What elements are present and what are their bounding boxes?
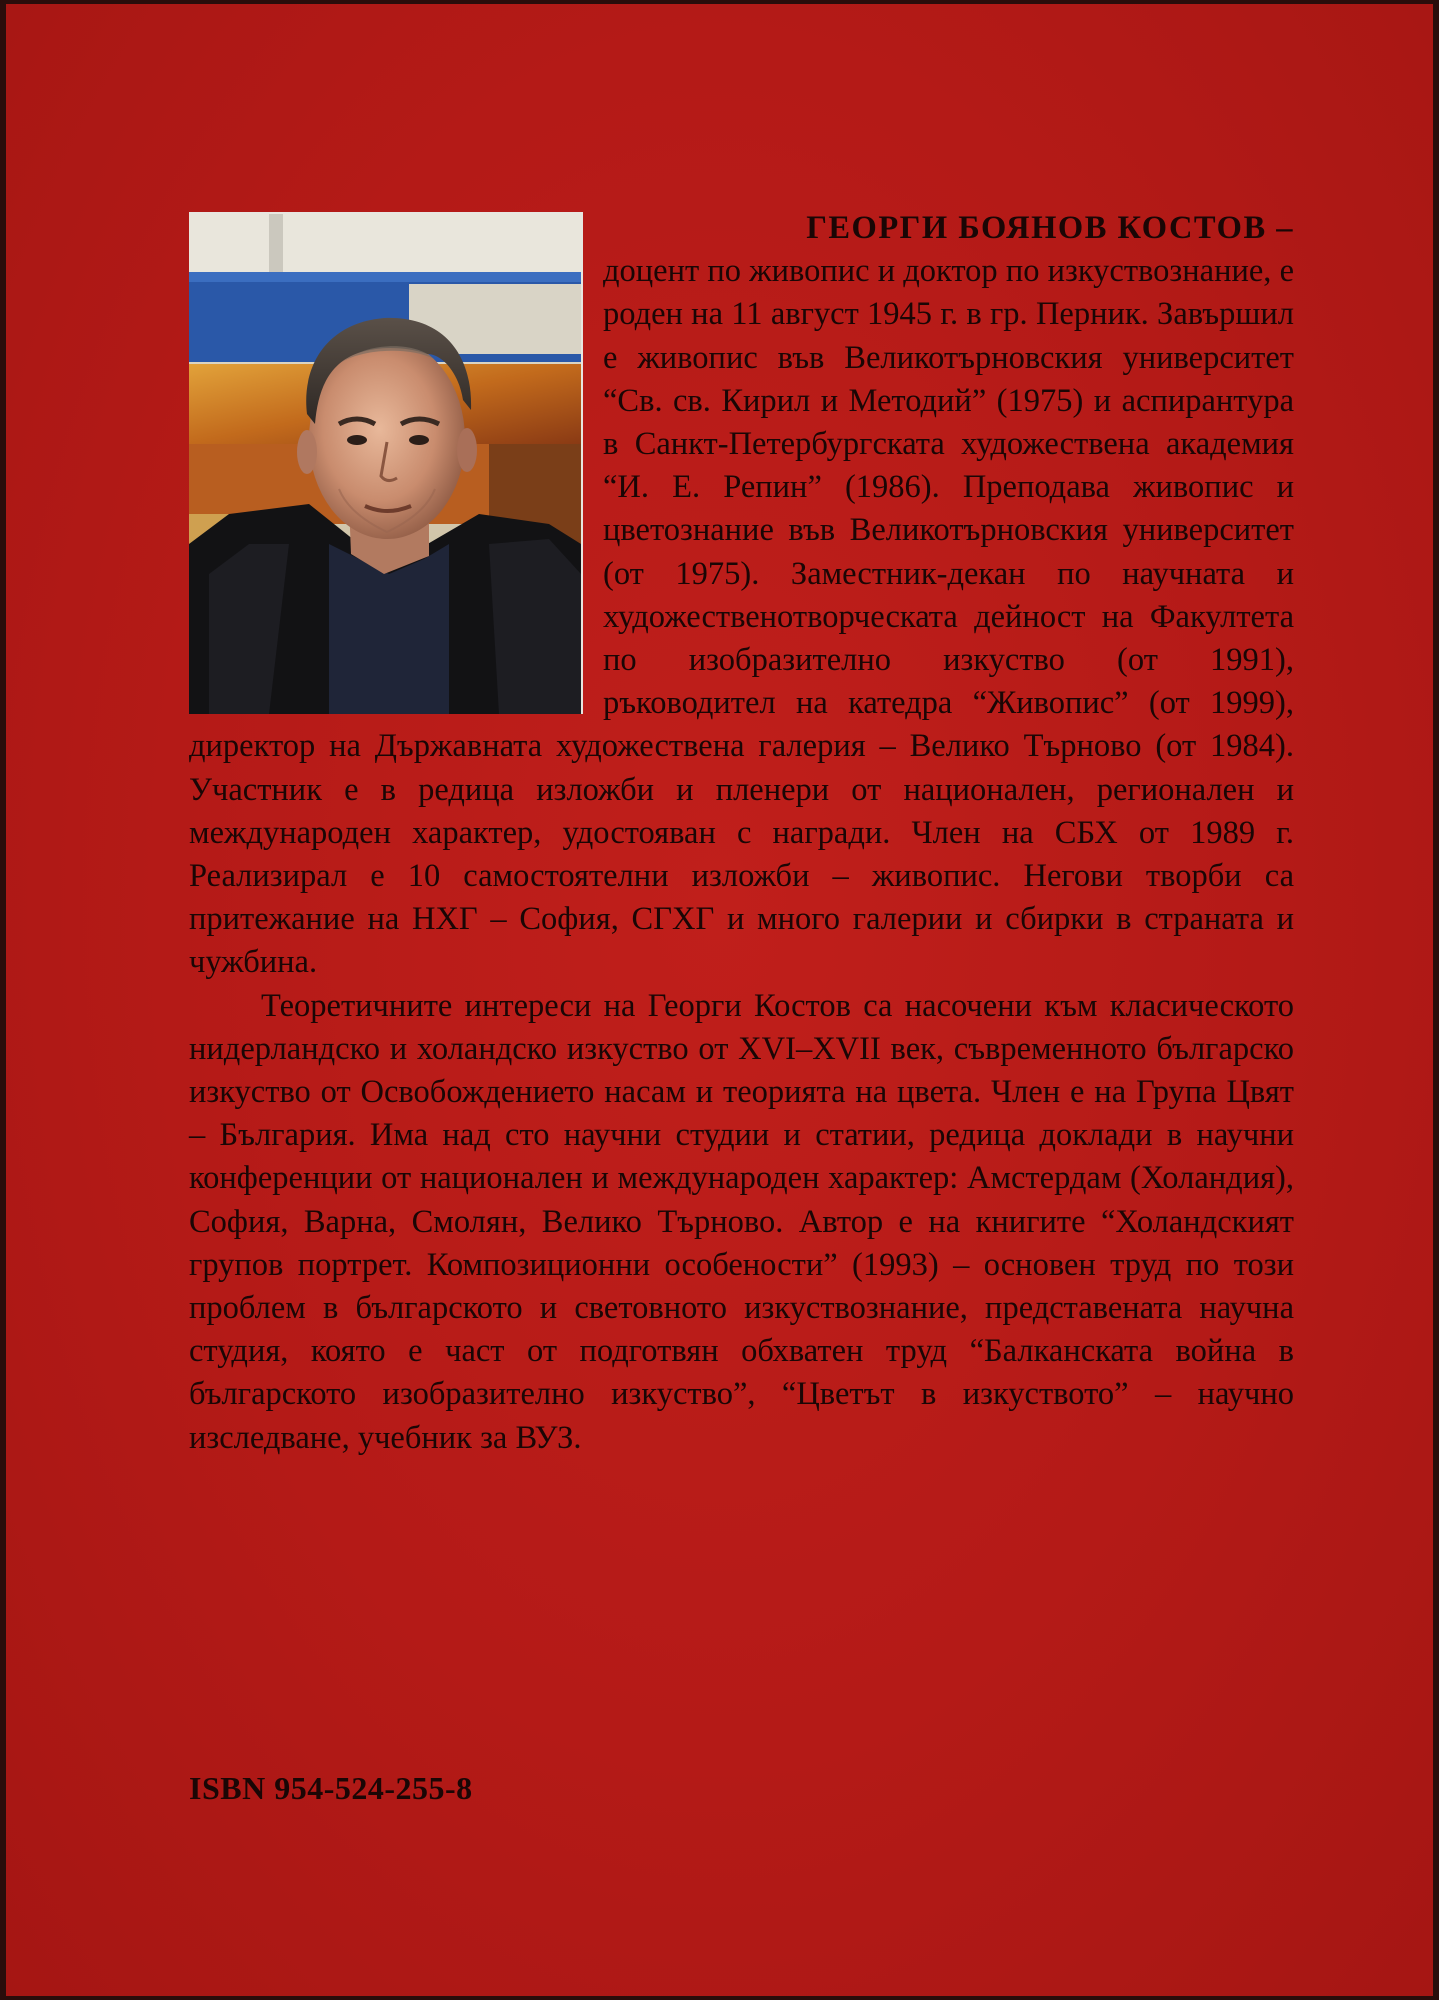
bio-paragraph-1-text: доцент по живопис и доктор по изкуствознание, е роден на 11 август 1945 г. в гр. Перник. Завършил е живопис във Великотърновския университет “Св. св. Кирил и Методий” (1975) и аспирантура в Санкт-Петербургската художествена академия “И. Е. Репин” (1986). Преподава живопис и цветознание във Великотърновския университет (от 1975). Заместник-декан по научната и художественотворческата дейност на Факултета по изобразително изкуство (от 1991), ръководител на катедра “Живопис” (от 1999), директор на Държавната художествена галерия – Велико Търново (от 1984). Участник е в редица изложби и пленери от национален, регионален и международен характер, удостояван с награди. Член на СБХ от 1989 г. Реализирал е 10 самостоятелни изложби – живопис. Негови творби са притежание на НХГ – София, СГХГ и много галерии и сбирки в страната и чужбина.	[189, 253, 1294, 981]
author-name: ГЕОРГИ БОЯНОВ КОСТОВ –	[806, 210, 1294, 246]
isbn-number: ISBN 954-524-255-8	[189, 1770, 473, 1806]
author-portrait-illustration	[189, 214, 581, 714]
author-photo	[189, 212, 583, 714]
back-cover	[6, 4, 1433, 1996]
bio-paragraph-2: Теоретичните интереси на Георги Костов са насочени към класическото нидерландско и холандско изкуство от XVI–XVII век, съвременното българско изкуство от Освобождението насам и теорията на цвета. Член е на Група Цвят – България. Има над сто научни студии и статии, редица доклади в научни конференции от национален и международен характер: Амстердам (Холандия), София, Варна, Смолян, Велико Търново. Автор е на книгите “Холандският групов портрет. Композиционни особености” (1993) – основен труд по този проблем в българското и световното изкуствознание, представената научна студия, която е част от подготвян обхватен труд “Балканската война в българското изобразително изкуство”, “Цветът в изкуството” – научно изследване, учебник за ВУЗ.	[189, 987, 1294, 1456]
author-bio-block	[189, 207, 1294, 1460]
